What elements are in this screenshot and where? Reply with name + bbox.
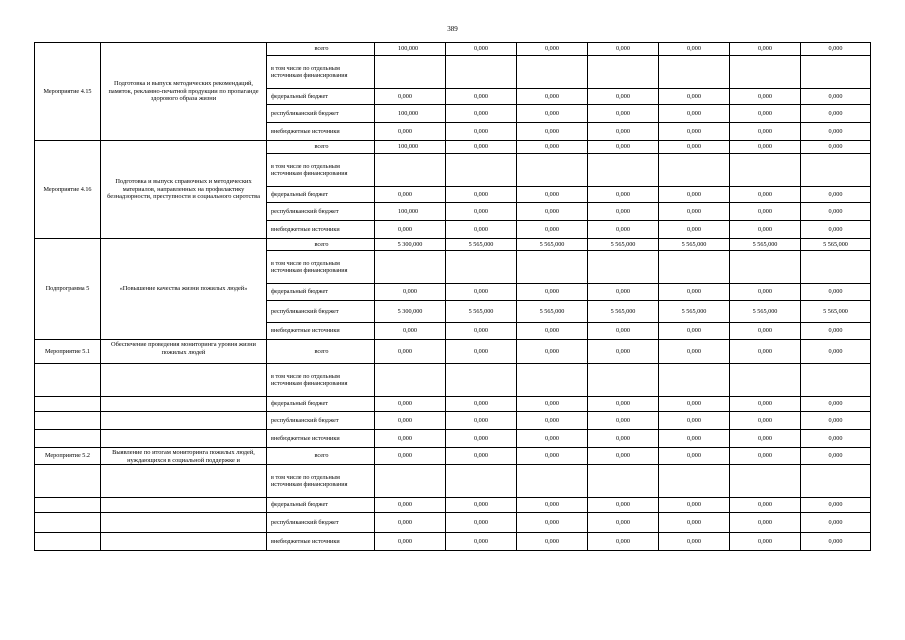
value-cell: 0,000 [446, 498, 517, 513]
value-cell: 0,000 [517, 513, 588, 533]
value-cell [801, 364, 871, 397]
value-cell: 0,000 [517, 340, 588, 364]
row-code: Подпрограмма 5 [35, 239, 101, 340]
value-cell [375, 56, 446, 89]
value-cell: 0,000 [730, 513, 801, 533]
value-cell [801, 465, 871, 498]
value-cell: 0,000 [801, 89, 871, 105]
value-cell: 0,000 [517, 187, 588, 203]
value-cell: 0,000 [588, 397, 659, 412]
source-label: федеральный бюджет [267, 498, 375, 513]
value-cell: 0,000 [375, 533, 446, 551]
value-cell [588, 465, 659, 498]
value-cell: 0,000 [446, 141, 517, 154]
empty-cell [101, 465, 267, 498]
value-cell: 0,000 [659, 284, 730, 301]
value-cell: 0,000 [730, 187, 801, 203]
value-cell: 5 565,000 [659, 301, 730, 323]
value-cell: 0,000 [517, 397, 588, 412]
value-cell: 5 565,000 [801, 301, 871, 323]
table-row [35, 465, 871, 498]
table-row [35, 397, 871, 412]
source-label: внебюджетные источники [267, 323, 375, 340]
value-cell: 0,000 [446, 397, 517, 412]
value-cell: 0,000 [588, 533, 659, 551]
value-cell: 0,000 [730, 448, 801, 465]
value-cell: 0,000 [446, 448, 517, 465]
value-cell: 0,000 [588, 43, 659, 56]
empty-cell [35, 430, 101, 448]
value-cell: 0,000 [375, 284, 446, 301]
empty-cell [101, 397, 267, 412]
value-cell [659, 465, 730, 498]
value-cell: 0,000 [517, 498, 588, 513]
value-cell: 0,000 [659, 323, 730, 340]
value-cell: 0,000 [446, 412, 517, 430]
value-cell [375, 251, 446, 284]
value-cell: 0,000 [375, 221, 446, 239]
row-code: Мероприятие 4.15 [35, 43, 101, 141]
row-title: Подготовка и выпуск методических рекомендаций, памяток, рекламно-печатной продукции по пропаганде здорового образа жизни [101, 43, 267, 141]
value-cell: 0,000 [375, 397, 446, 412]
value-cell: 0,000 [730, 141, 801, 154]
value-cell: 0,000 [659, 448, 730, 465]
value-cell: 0,000 [375, 513, 446, 533]
value-cell: 5 565,000 [588, 301, 659, 323]
row-code: Мероприятие 5.2 [35, 448, 101, 465]
value-cell: 0,000 [375, 123, 446, 141]
source-label: в том числе по отдельным источникам финансирования [267, 154, 375, 187]
empty-cell [101, 498, 267, 513]
table-row [35, 239, 871, 251]
value-cell [730, 251, 801, 284]
value-cell: 0,000 [446, 187, 517, 203]
value-cell: 0,000 [730, 221, 801, 239]
value-cell [446, 56, 517, 89]
empty-cell [101, 364, 267, 397]
value-cell [446, 364, 517, 397]
value-cell [588, 364, 659, 397]
empty-cell [35, 533, 101, 551]
value-cell: 0,000 [375, 340, 446, 364]
row-title: Выявление по итогам мониторинга пожилых людей, нуждающихся в социальной поддержке и [101, 448, 267, 465]
source-label: внебюджетные источники [267, 533, 375, 551]
value-cell: 0,000 [659, 203, 730, 221]
value-cell: 5 565,000 [517, 239, 588, 251]
table-row [35, 533, 871, 551]
value-cell [517, 465, 588, 498]
row-code: Мероприятие 5.1 [35, 340, 101, 364]
value-cell: 5 565,000 [446, 301, 517, 323]
source-label: в том числе по отдельным источникам финансирования [267, 56, 375, 89]
value-cell: 0,000 [588, 141, 659, 154]
value-cell: 0,000 [801, 203, 871, 221]
empty-cell [101, 533, 267, 551]
value-cell: 0,000 [588, 221, 659, 239]
source-label: республиканский бюджет [267, 412, 375, 430]
value-cell: 0,000 [588, 448, 659, 465]
value-cell: 0,000 [517, 430, 588, 448]
row-title: Обеспечение проведения мониторинга уровня жизни пожилых людей [101, 340, 267, 364]
value-cell: 0,000 [588, 105, 659, 123]
value-cell: 0,000 [517, 448, 588, 465]
value-cell: 0,000 [801, 123, 871, 141]
value-cell: 0,000 [375, 430, 446, 448]
value-cell [446, 154, 517, 187]
value-cell: 0,000 [517, 221, 588, 239]
value-cell: 0,000 [446, 203, 517, 221]
table-row [35, 340, 871, 364]
row-title: «Повышение качества жизни пожилых людей» [101, 239, 267, 340]
value-cell: 0,000 [801, 187, 871, 203]
value-cell [588, 154, 659, 187]
table-row [35, 498, 871, 513]
row-title: Подготовка и выпуск справочных и методических материалов, направленных на профилактику безнадзорности, преступности и социального сиротства [101, 141, 267, 239]
value-cell: 0,000 [801, 430, 871, 448]
value-cell [659, 56, 730, 89]
value-cell: 100,000 [375, 43, 446, 56]
value-cell [517, 154, 588, 187]
value-cell: 0,000 [801, 141, 871, 154]
value-cell: 0,000 [446, 221, 517, 239]
value-cell: 0,000 [801, 105, 871, 123]
value-cell: 5 300,000 [375, 239, 446, 251]
value-cell [659, 154, 730, 187]
empty-cell [35, 364, 101, 397]
value-cell: 0,000 [375, 498, 446, 513]
source-label: в том числе по отдельным источникам финансирования [267, 465, 375, 498]
value-cell: 0,000 [375, 89, 446, 105]
value-cell: 0,000 [659, 397, 730, 412]
value-cell: 0,000 [659, 123, 730, 141]
value-cell: 5 565,000 [517, 301, 588, 323]
empty-cell [35, 498, 101, 513]
value-cell: 0,000 [446, 123, 517, 141]
value-cell [659, 364, 730, 397]
value-cell: 0,000 [517, 323, 588, 340]
value-cell: 0,000 [659, 513, 730, 533]
value-cell: 0,000 [446, 43, 517, 56]
value-cell: 0,000 [801, 43, 871, 56]
value-cell: 0,000 [730, 412, 801, 430]
value-cell: 5 565,000 [730, 301, 801, 323]
value-cell: 5 565,000 [730, 239, 801, 251]
value-cell: 100,000 [375, 203, 446, 221]
source-label: всего [267, 239, 375, 251]
value-cell: 0,000 [588, 323, 659, 340]
value-cell [446, 251, 517, 284]
value-cell: 0,000 [588, 340, 659, 364]
value-cell: 0,000 [517, 284, 588, 301]
value-cell: 0,000 [517, 105, 588, 123]
table-body [35, 43, 871, 551]
source-label: внебюджетные источники [267, 123, 375, 141]
empty-cell [101, 412, 267, 430]
value-cell: 0,000 [446, 323, 517, 340]
value-cell: 0,000 [730, 323, 801, 340]
value-cell: 100,000 [375, 141, 446, 154]
table-row [35, 364, 871, 397]
budget-table [34, 42, 871, 551]
value-cell: 0,000 [730, 105, 801, 123]
value-cell: 100,000 [375, 105, 446, 123]
value-cell: 0,000 [730, 43, 801, 56]
source-label: федеральный бюджет [267, 397, 375, 412]
value-cell: 0,000 [517, 123, 588, 141]
source-label: в том числе по отдельным источникам финансирования [267, 251, 375, 284]
source-label: в том числе по отдельным источникам финансирования [267, 364, 375, 397]
value-cell: 0,000 [659, 221, 730, 239]
value-cell [517, 56, 588, 89]
value-cell [588, 56, 659, 89]
empty-cell [35, 465, 101, 498]
table-row [35, 448, 871, 465]
value-cell: 0,000 [801, 513, 871, 533]
source-label: республиканский бюджет [267, 301, 375, 323]
value-cell: 0,000 [446, 105, 517, 123]
value-cell: 0,000 [801, 284, 871, 301]
empty-cell [35, 513, 101, 533]
source-label: всего [267, 43, 375, 56]
value-cell: 0,000 [730, 284, 801, 301]
value-cell: 0,000 [588, 412, 659, 430]
source-label: внебюджетные источники [267, 430, 375, 448]
value-cell: 0,000 [730, 123, 801, 141]
value-cell: 0,000 [517, 203, 588, 221]
value-cell: 0,000 [375, 412, 446, 430]
value-cell: 0,000 [588, 203, 659, 221]
empty-cell [101, 513, 267, 533]
value-cell: 0,000 [588, 284, 659, 301]
value-cell: 0,000 [730, 89, 801, 105]
value-cell [730, 465, 801, 498]
value-cell: 0,000 [517, 43, 588, 56]
value-cell: 5 565,000 [588, 239, 659, 251]
table-row [35, 412, 871, 430]
value-cell: 0,000 [730, 430, 801, 448]
value-cell: 0,000 [801, 448, 871, 465]
table-row [35, 43, 871, 56]
value-cell: 5 565,000 [446, 239, 517, 251]
source-label: всего [267, 340, 375, 364]
value-cell: 0,000 [588, 430, 659, 448]
row-code: Мероприятие 4.16 [35, 141, 101, 239]
value-cell: 0,000 [517, 412, 588, 430]
value-cell: 0,000 [801, 323, 871, 340]
value-cell: 0,000 [730, 203, 801, 221]
value-cell: 0,000 [446, 513, 517, 533]
value-cell: 0,000 [446, 430, 517, 448]
value-cell: 0,000 [801, 397, 871, 412]
value-cell: 5 565,000 [659, 239, 730, 251]
value-cell: 0,000 [659, 141, 730, 154]
value-cell [801, 154, 871, 187]
value-cell: 0,000 [801, 221, 871, 239]
value-cell [659, 251, 730, 284]
source-label: республиканский бюджет [267, 513, 375, 533]
value-cell: 0,000 [801, 498, 871, 513]
source-label: республиканский бюджет [267, 105, 375, 123]
value-cell [517, 251, 588, 284]
source-label: республиканский бюджет [267, 203, 375, 221]
value-cell: 0,000 [446, 340, 517, 364]
value-cell [801, 251, 871, 284]
value-cell: 0,000 [517, 533, 588, 551]
value-cell: 0,000 [588, 123, 659, 141]
value-cell: 5 565,000 [801, 239, 871, 251]
page-number: 389 [447, 25, 458, 33]
value-cell [375, 364, 446, 397]
value-cell [801, 56, 871, 89]
empty-cell [101, 430, 267, 448]
value-cell: 0,000 [659, 498, 730, 513]
value-cell: 0,000 [801, 340, 871, 364]
table-row [35, 430, 871, 448]
value-cell: 0,000 [517, 89, 588, 105]
value-cell: 0,000 [730, 340, 801, 364]
source-label: всего [267, 141, 375, 154]
source-label: федеральный бюджет [267, 89, 375, 105]
value-cell: 0,000 [659, 533, 730, 551]
value-cell: 0,000 [801, 412, 871, 430]
source-label: федеральный бюджет [267, 187, 375, 203]
value-cell: 0,000 [588, 187, 659, 203]
table-row [35, 141, 871, 154]
source-label: внебюджетные источники [267, 221, 375, 239]
value-cell: 0,000 [730, 533, 801, 551]
value-cell [730, 364, 801, 397]
value-cell: 0,000 [375, 448, 446, 465]
value-cell: 0,000 [588, 513, 659, 533]
value-cell [517, 364, 588, 397]
value-cell: 0,000 [588, 498, 659, 513]
value-cell [375, 154, 446, 187]
value-cell [588, 251, 659, 284]
value-cell [730, 154, 801, 187]
value-cell: 0,000 [659, 412, 730, 430]
source-label: федеральный бюджет [267, 284, 375, 301]
value-cell: 0,000 [659, 43, 730, 56]
value-cell: 0,000 [659, 187, 730, 203]
value-cell: 0,000 [446, 89, 517, 105]
source-label: всего [267, 448, 375, 465]
value-cell: 0,000 [730, 397, 801, 412]
value-cell: 0,000 [588, 89, 659, 105]
value-cell: 0,000 [446, 284, 517, 301]
value-cell: 0,000 [517, 141, 588, 154]
empty-cell [35, 412, 101, 430]
value-cell: 0,000 [446, 533, 517, 551]
value-cell: 0,000 [730, 498, 801, 513]
value-cell [446, 465, 517, 498]
value-cell: 0,000 [375, 323, 446, 340]
value-cell [375, 465, 446, 498]
value-cell: 0,000 [801, 533, 871, 551]
value-cell: 5 300,000 [375, 301, 446, 323]
value-cell: 0,000 [659, 340, 730, 364]
value-cell: 0,000 [659, 89, 730, 105]
table-row [35, 513, 871, 533]
empty-cell [35, 397, 101, 412]
value-cell [730, 56, 801, 89]
value-cell: 0,000 [659, 430, 730, 448]
value-cell: 0,000 [659, 105, 730, 123]
value-cell: 0,000 [375, 187, 446, 203]
